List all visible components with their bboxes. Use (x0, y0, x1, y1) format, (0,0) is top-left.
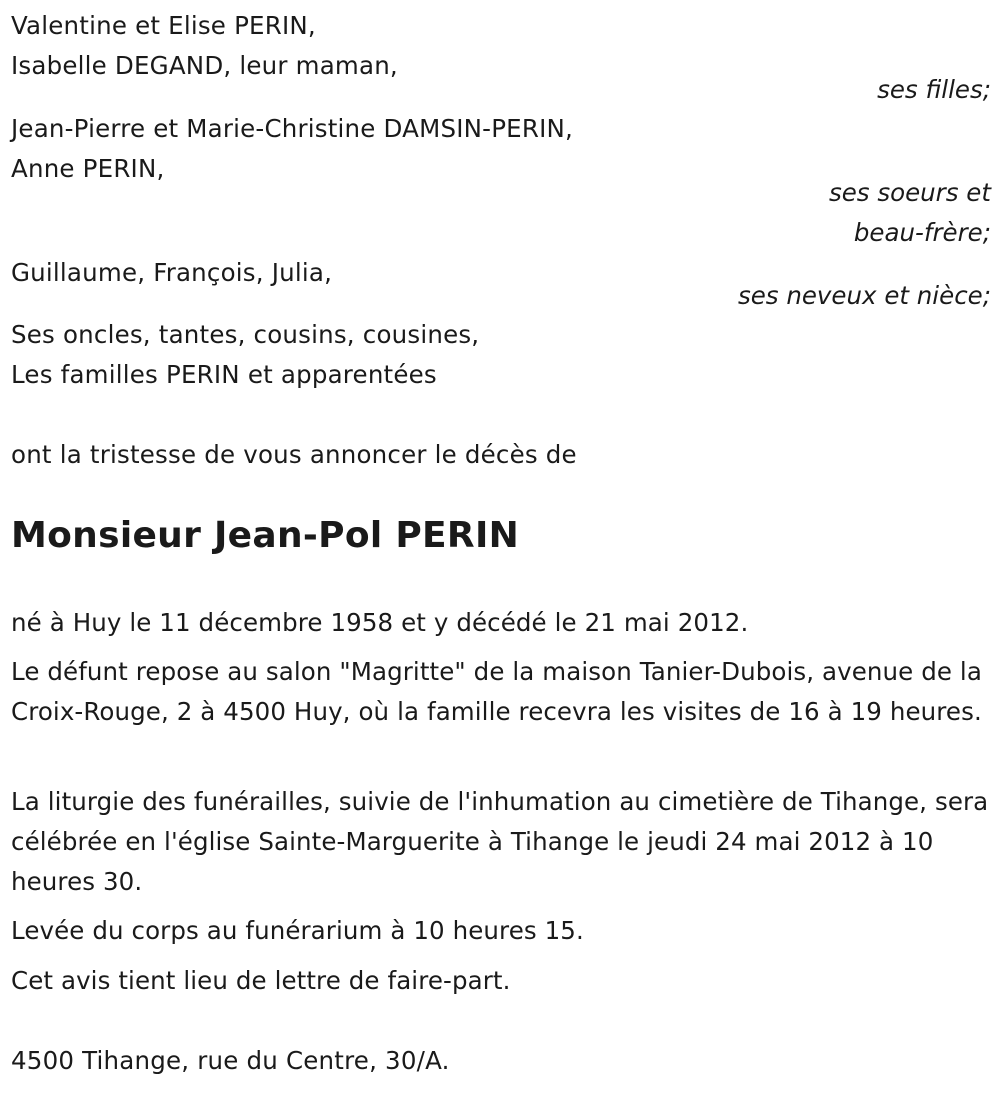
relation-label: ses soeurs et (828, 178, 991, 207)
family-line: Guillaume, François, Julia, (11, 258, 333, 287)
deceased-name: Monsieur Jean-Pol PERIN (11, 515, 520, 556)
relation-label: ses neveux et nièce; (737, 281, 991, 310)
family-line: Anne PERIN, (11, 154, 165, 183)
address-line: 4500 Tihange, rue du Centre, 30/A. (11, 1046, 450, 1075)
detail-paragraph: Levée du corps au funérarium à 10 heures 15. (11, 916, 584, 945)
relation-label: ses filles; (877, 75, 991, 104)
relation-label: beau-frère; (853, 218, 991, 247)
detail-paragraph: La liturgie des funérailles, suivie de l'inhumation au cimetière de Tihange, sera célébrée en l'église Sainte-Marguerite à Tihange le jeudi 24 mai 2012 à 10 heures 30. (11, 787, 989, 896)
family-line: Valentine et Elise PERIN, (11, 11, 316, 40)
detail-paragraph: né à Huy le 11 décembre 1958 et y décédé le 21 mai 2012. (11, 608, 749, 637)
family-line: Ses oncles, tantes, cousins, cousines, (11, 320, 480, 349)
family-line: Jean-Pierre et Marie-Christine DAMSIN-PERIN, (11, 114, 574, 143)
family-line: Isabelle DEGAND, leur maman, (11, 51, 398, 80)
detail-paragraph: Le défunt repose au salon "Magritte" de la maison Tanier-Dubois, avenue de la Croix-Rouge, 2 à 4500 Huy, où la famille recevra les visites de 16 à 19 heures. (11, 657, 982, 726)
detail-paragraph: Cet avis tient lieu de lettre de faire-part. (11, 966, 511, 995)
family-line: Les familles PERIN et apparentées (11, 360, 437, 389)
announcement-text: ont la tristesse de vous annoncer le décès de (11, 440, 577, 469)
